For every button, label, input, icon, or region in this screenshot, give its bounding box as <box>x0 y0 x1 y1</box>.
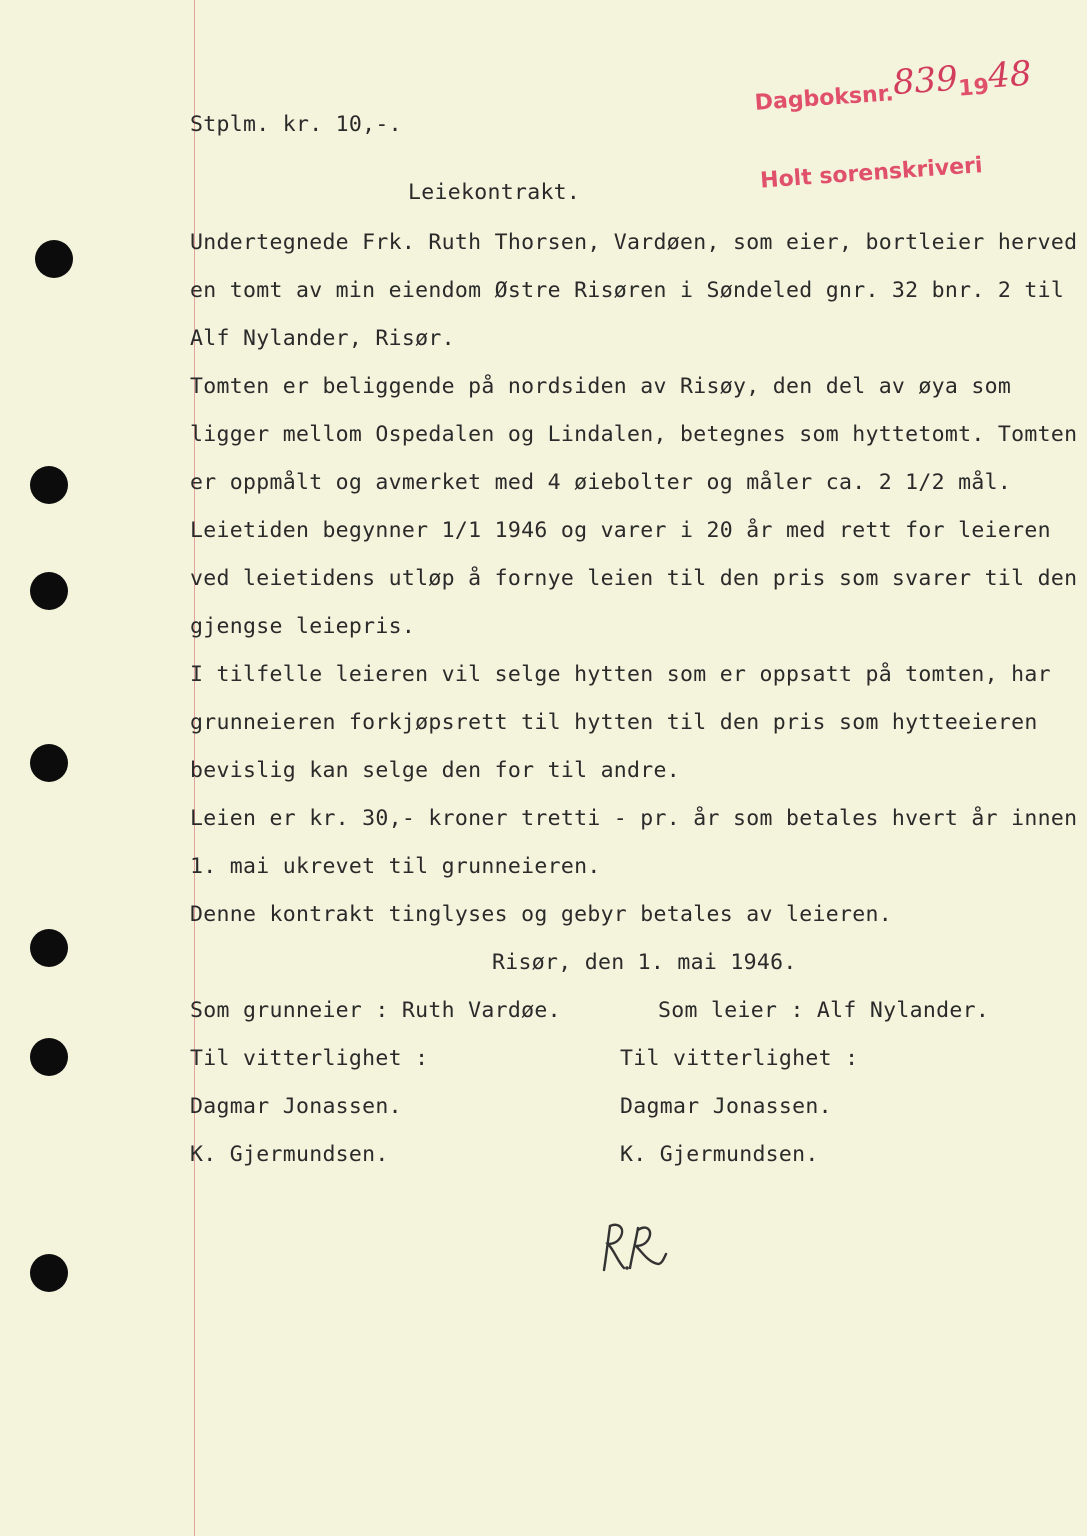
signature-right: Som leier : Alf Nylander. <box>658 998 990 1023</box>
stamp-prefix: Dagboksnr. <box>753 81 895 116</box>
signature-right: Dagmar Jonassen. <box>620 1094 832 1119</box>
punch-hole <box>30 1254 68 1292</box>
punch-hole <box>35 240 73 278</box>
body-line: ligger mellom Ospedalen og Lindalen, betegnes som hyttetomt. Tomten <box>190 422 1078 447</box>
signature-right: K. Gjermundsen. <box>620 1142 819 1167</box>
stamp-year-print: 19 <box>957 74 990 102</box>
body-line: er oppmålt og avmerket med 4 øiebolter og måler ca. 2 1/2 mål. <box>190 470 1012 495</box>
body-line: bevislig kan selge den for til andre. <box>190 758 681 783</box>
body-line: Undertegnede Frk. Ruth Thorsen, Vardøen, som eier, bortleier herved <box>190 230 1078 255</box>
signature-left: K. Gjermundsen. <box>190 1142 389 1167</box>
signature-left: Dagmar Jonassen. <box>190 1094 402 1119</box>
signature-right: Til vitterlighet : <box>620 1046 859 1071</box>
punch-hole <box>30 572 68 610</box>
stamp-duty-line: Stplm. kr. 10,-. <box>190 112 402 137</box>
stamp-year-hand: 48 <box>986 53 1033 97</box>
body-line: 1. mai ukrevet til grunneieren. <box>190 854 601 879</box>
punch-hole <box>30 744 68 782</box>
body-line: grunneieren forkjøpsrett til hytten til den pris som hytteeieren <box>190 710 1038 735</box>
document-title: Leiekontrakt. <box>408 180 581 205</box>
stamp-office: Holt sorenskriveri <box>759 153 984 194</box>
signature-left: Til vitterlighet : <box>190 1046 429 1071</box>
punch-hole <box>30 1038 68 1076</box>
body-line: Leietiden begynner 1/1 1946 og varer i 20 år med rett for leieren <box>190 518 1051 543</box>
body-line: Alf Nylander, Risør. <box>190 326 455 351</box>
body-line: gjengse leiepris. <box>190 614 416 639</box>
punch-hole <box>30 466 68 504</box>
body-line: I tilfelle leieren vil selge hytten som er oppsatt på tomten, har <box>190 662 1051 687</box>
body-line: Tomten er beliggende på nordsiden av Risøy, den del av øya som <box>190 374 1012 399</box>
stamp-number: 839 <box>891 58 960 104</box>
registry-stamp <box>750 15 1042 247</box>
handwritten-initials-icon <box>596 1218 686 1278</box>
punch-hole <box>30 929 68 967</box>
body-line: ved leietidens utløp å fornye leien til den pris som svarer til den <box>190 566 1078 591</box>
body-line: Leien er kr. 30,- kroner tretti - pr. år som betales hvert år innen <box>190 806 1078 831</box>
body-line: Denne kontrakt tinglyses og gebyr betales av leieren. <box>190 902 892 927</box>
signature-left: Som grunneier : Ruth Vardøe. <box>190 998 561 1023</box>
body-line: en tomt av min eiendom Østre Risøren i Søndeled gnr. 32 bnr. 2 til <box>190 278 1065 303</box>
date-line: Risør, den 1. mai 1946. <box>492 950 797 975</box>
